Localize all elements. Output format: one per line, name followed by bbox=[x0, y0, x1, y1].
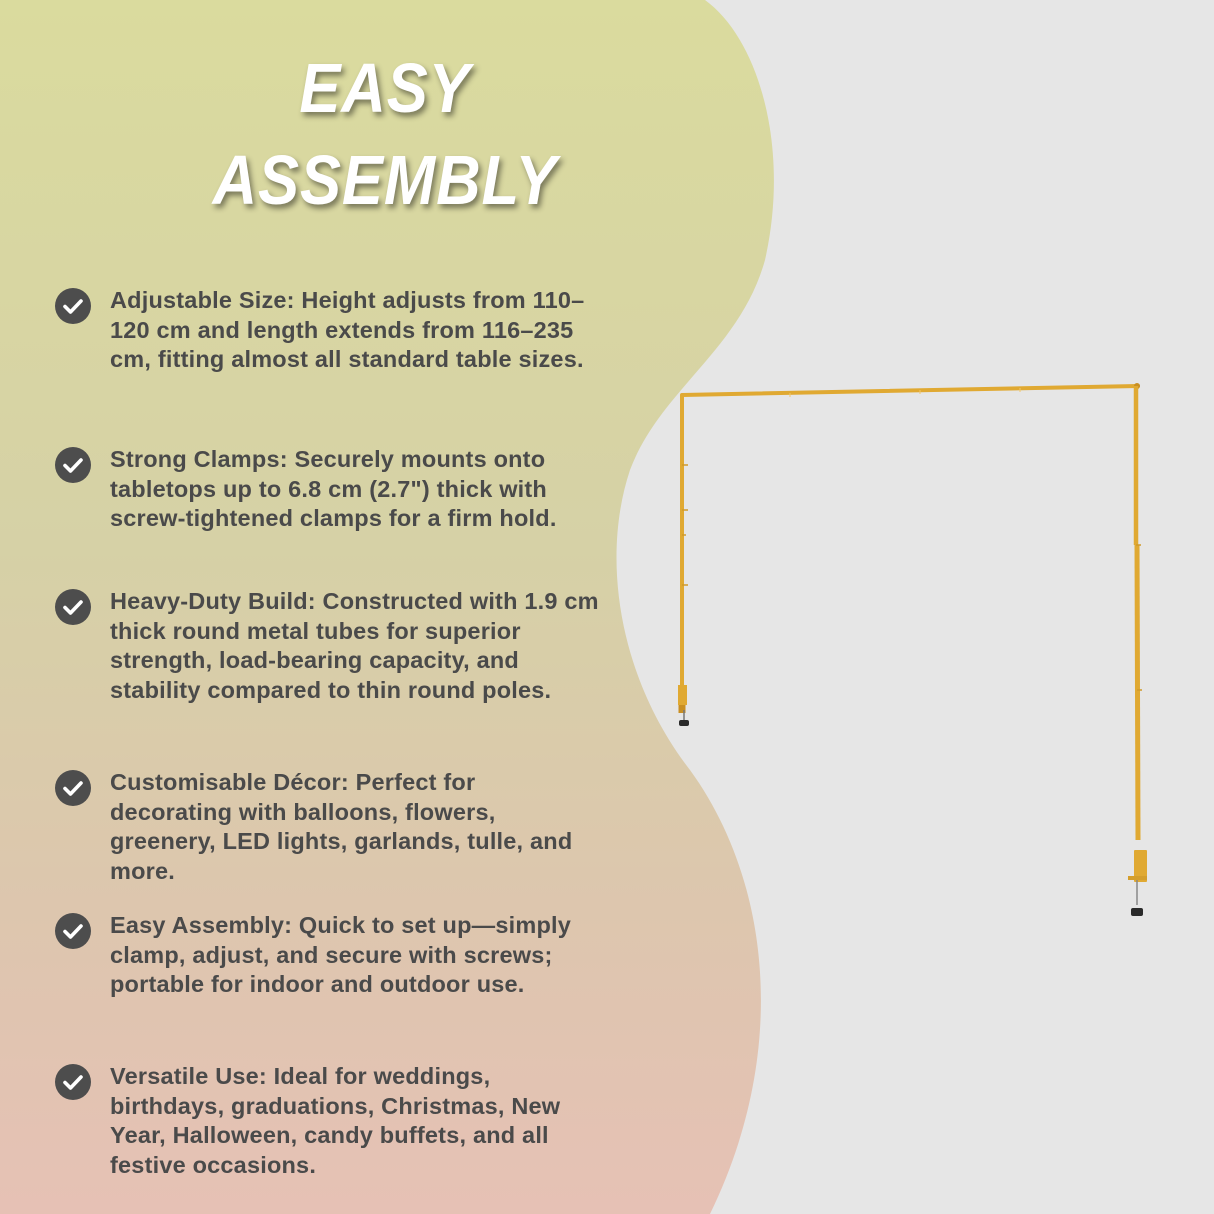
feature-text: Versatile Use: Ideal for weddings, birthdays, graduations, Christmas, New Year, Halloween, candy buffets, and all festive occasions. bbox=[110, 1063, 561, 1178]
page-title bbox=[46, 42, 724, 226]
check-circle-icon bbox=[55, 447, 91, 483]
check-circle-icon bbox=[55, 913, 91, 949]
check-circle-icon bbox=[55, 1064, 91, 1100]
feature-text: Strong Clamps: Securely mounts onto tabletops up to 6.8 cm (2.7") thick with screw-tightened clamps for a firm hold. bbox=[110, 446, 557, 531]
title-line-1: EASY bbox=[299, 49, 471, 127]
feature-text: Easy Assembly: Quick to set up—simply clamp, adjust, and secure with screws; portable for indoor and outdoor use. bbox=[110, 912, 572, 997]
check-circle-icon bbox=[55, 589, 91, 625]
check-circle-icon bbox=[55, 288, 91, 324]
feature-text: Heavy-Duty Build: Constructed with 1.9 cm thick round metal tubes for superior strength, load-bearing capacity, and stability compared to thin round poles. bbox=[110, 588, 599, 703]
title-line-2: ASSEMBLY bbox=[212, 141, 558, 219]
check-circle-icon bbox=[55, 770, 91, 806]
table-arch-frame-image bbox=[660, 370, 1160, 930]
feature-text: Adjustable Size: Height adjusts from 110–120 cm and length extends from 116–235 cm, fitting almost all standard table sizes. bbox=[110, 287, 585, 372]
feature-text: Customisable Décor: Perfect for decorating with balloons, flowers, greenery, LED lights, garlands, tulle, and more. bbox=[110, 769, 573, 884]
